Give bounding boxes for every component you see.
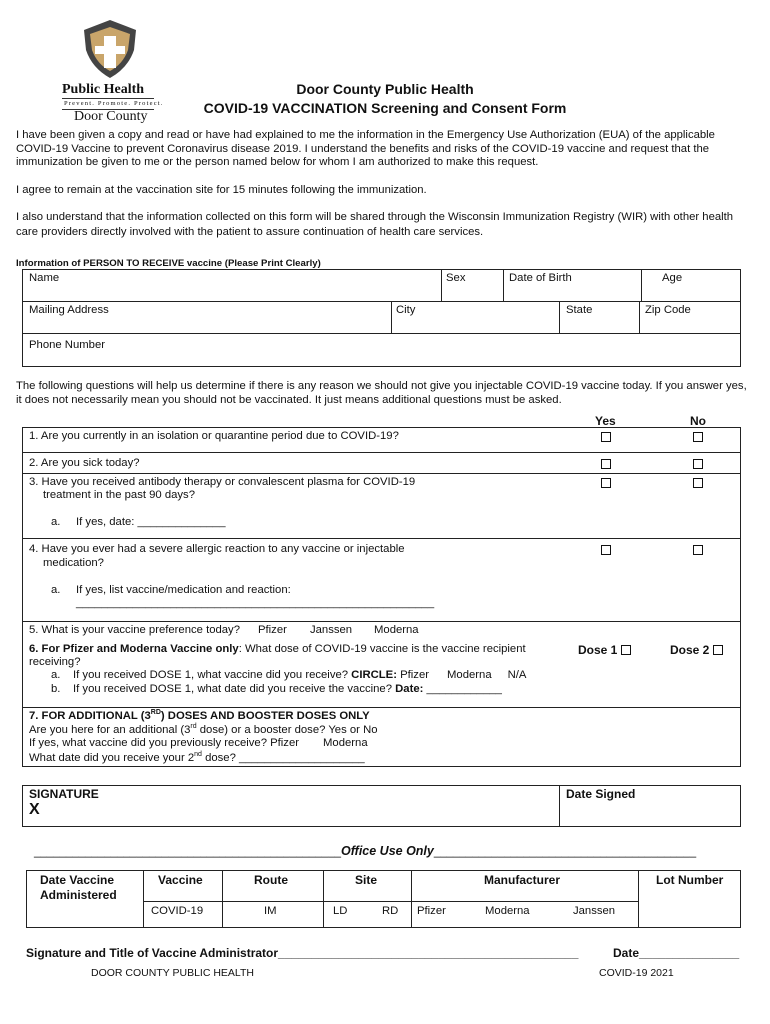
value-vaccine: COVID-19 — [151, 905, 204, 917]
sex-field[interactable]: Sex — [446, 272, 466, 284]
state-field[interactable]: State — [566, 304, 593, 316]
footer-right: COVID-19 2021 — [599, 967, 674, 979]
q6-lead: 6. For Pfizer and Moderna Vaccine only — [29, 643, 239, 655]
q6b-letter: b. — [51, 683, 61, 695]
office-use-label: Office Use Only — [341, 844, 434, 858]
admin-signature-line[interactable]: Signature and Title of Vaccine Administrator_____________________________________________ — [26, 946, 579, 960]
logo — [60, 18, 164, 124]
q4-text-cont: medication? — [43, 557, 104, 569]
footer-left: DOOR COUNTY PUBLIC HEALTH — [91, 967, 254, 979]
questions-intro: The following questions will help us determine if there is any reason we should not give you injectable COVID-19 vaccine today. If you answer yes, it does not necessarily mean you should not be vaccinated. It just means additional questions must be asked. — [16, 380, 747, 406]
q6-rest: : What dose of COVID-19 vaccine is the vaccine recipient receiving? — [29, 643, 526, 668]
header-site: Site — [355, 873, 378, 887]
header-date-administered: Date Vaccine Administered — [40, 873, 117, 902]
phone-field[interactable]: Phone Number — [29, 339, 105, 351]
logo-line3: Door County — [74, 109, 148, 124]
dose2-option[interactable]: Dose 2 — [670, 643, 723, 657]
person-heading: Information of PERSON TO RECEIVE vaccine (Please Print Clearly) — [16, 258, 321, 269]
q5-text: 5. What is your vaccine preference today? — [29, 624, 240, 636]
q5-option-pfizer[interactable]: Pfizer — [258, 624, 287, 636]
value-route: IM — [264, 905, 277, 917]
q3-text: 3. Have you received antibody therapy or convalescent plasma for COVID-19 — [29, 476, 416, 488]
q4-sub-text: If yes, list vaccine/medication and reaction: — [76, 584, 291, 596]
q2-text: 2. Are you sick today? — [29, 457, 140, 469]
q7-line3: If yes, what vaccine did you previously receive? Pfizer Moderna — [29, 737, 368, 749]
manufacturer-option-pfizer[interactable]: Pfizer — [417, 905, 446, 917]
q4-yes-checkbox[interactable] — [601, 545, 611, 555]
zip-field[interactable]: Zip Code — [645, 304, 691, 316]
q3-text-cont: treatment in the past 90 days? — [43, 489, 195, 501]
q1-yes-checkbox[interactable] — [601, 432, 611, 442]
header-route: Route — [254, 873, 288, 887]
intro-paragraph-1: I have been given a copy and read or have had explained to me the information in the Emergency Use Authorization (EUA) of the applicable COVID-19 Vaccine to prevent Coronavirus disease 2019. I understand the benefits and risks of the COVID-19 vaccine and request that the immunization be given to me or the person named below for whom I am authorized to make this request. — [16, 129, 715, 168]
title-line2: COVID-19 VACCINATION Screening and Consent Form — [203, 100, 567, 116]
header-lot-number: Lot Number — [656, 873, 724, 887]
q4-sub-letter: a. — [51, 584, 61, 596]
yes-header: Yes — [595, 414, 616, 428]
q7-line4: What date did you receive your 2nd dose? ____________________ — [29, 751, 365, 764]
signature-label: SIGNATURE — [29, 787, 99, 801]
intro-paragraph-3: I also understand that the information collected on this form will be shared through the Wisconsin Immunization Registry (WIR) with other health care providers directly involved with the patient to assure continuation of health care services. — [16, 211, 734, 238]
q3-no-checkbox[interactable] — [693, 478, 703, 488]
office-use-line: ________________________________________________Office Use Only_________________________________________ — [34, 844, 697, 858]
q3-sub-date[interactable]: If yes, date: ______________ — [76, 516, 226, 528]
q2-yes-checkbox[interactable] — [601, 459, 611, 469]
no-header: No — [690, 414, 706, 428]
shield-cross-icon — [80, 18, 140, 80]
q7-option-moderna[interactable]: Moderna — [323, 737, 368, 749]
manufacturer-option-janssen[interactable]: Janssen — [573, 905, 616, 917]
address-field[interactable]: Mailing Address — [29, 304, 109, 316]
intro-paragraph-2: I agree to remain at the vaccination site for 15 minutes following the immunization. — [16, 184, 427, 196]
name-field[interactable]: Name — [29, 272, 60, 284]
q7-title: 7. FOR ADDITIONAL (3RD) DOSES AND BOOSTER DOSES ONLY — [29, 709, 370, 722]
q6a-option-pfizer[interactable]: Pfizer — [400, 669, 430, 681]
q6-text — [29, 643, 539, 669]
q5-option-moderna[interactable]: Moderna — [374, 624, 419, 636]
q6b-date-blank[interactable]: ____________ — [426, 683, 502, 695]
signature-x: X — [29, 801, 40, 818]
admin-date-line[interactable]: Date_______________ — [613, 946, 740, 960]
q4-no-checkbox[interactable] — [693, 545, 703, 555]
city-field[interactable]: City — [396, 304, 416, 316]
age-field[interactable]: Age — [662, 272, 683, 284]
q5-option-janssen[interactable]: Janssen — [310, 624, 353, 636]
q2-no-checkbox[interactable] — [693, 459, 703, 469]
q3-sub-letter: a. — [51, 516, 61, 528]
date-signed-label[interactable]: Date Signed — [566, 787, 636, 801]
dose1-option[interactable]: Dose 1 — [578, 643, 631, 657]
q4-text: 4. Have you ever had a severe allergic reaction to any vaccine or injectable — [29, 543, 405, 555]
q6a-text: If you received DOSE 1, what vaccine did you receive? CIRCLE: Pfizer Moderna N/A — [73, 669, 527, 681]
q7-option-pfizer[interactable]: Pfizer — [270, 737, 300, 749]
q6a-letter: a. — [51, 669, 61, 681]
header-vaccine: Vaccine — [158, 873, 203, 887]
site-option-rd[interactable]: RD — [382, 905, 399, 917]
dob-field[interactable]: Date of Birth — [509, 272, 572, 284]
q6b-text: If you received DOSE 1, what date did you receive the vaccine? Date: ____________ — [73, 683, 502, 695]
dose1-checkbox[interactable] — [621, 645, 631, 655]
person-info-table — [22, 269, 741, 367]
dose2-checkbox[interactable] — [713, 645, 723, 655]
header-manufacturer: Manufacturer — [484, 873, 561, 887]
q3-yes-checkbox[interactable] — [601, 478, 611, 488]
logo-line1: Public Health — [62, 82, 145, 97]
site-option-ld[interactable]: LD — [333, 905, 348, 917]
q1-text: 1. Are you currently in an isolation or quarantine period due to COVID-19? — [29, 430, 399, 442]
logo-line2: Prevent. Promote. Protect. — [64, 100, 164, 107]
q6a-option-na[interactable]: N/A — [507, 669, 527, 681]
q4-sub-line[interactable]: _________________________________________________________ — [76, 597, 435, 609]
title-line1: Door County Public Health — [296, 81, 474, 97]
q7-line2: Are you here for an additional (3rd dose) or a booster dose? Yes or No — [29, 723, 378, 736]
page-title — [170, 80, 600, 118]
q1-no-checkbox[interactable] — [693, 432, 703, 442]
manufacturer-option-moderna[interactable]: Moderna — [485, 905, 530, 917]
q6a-option-moderna[interactable]: Moderna — [447, 669, 492, 681]
